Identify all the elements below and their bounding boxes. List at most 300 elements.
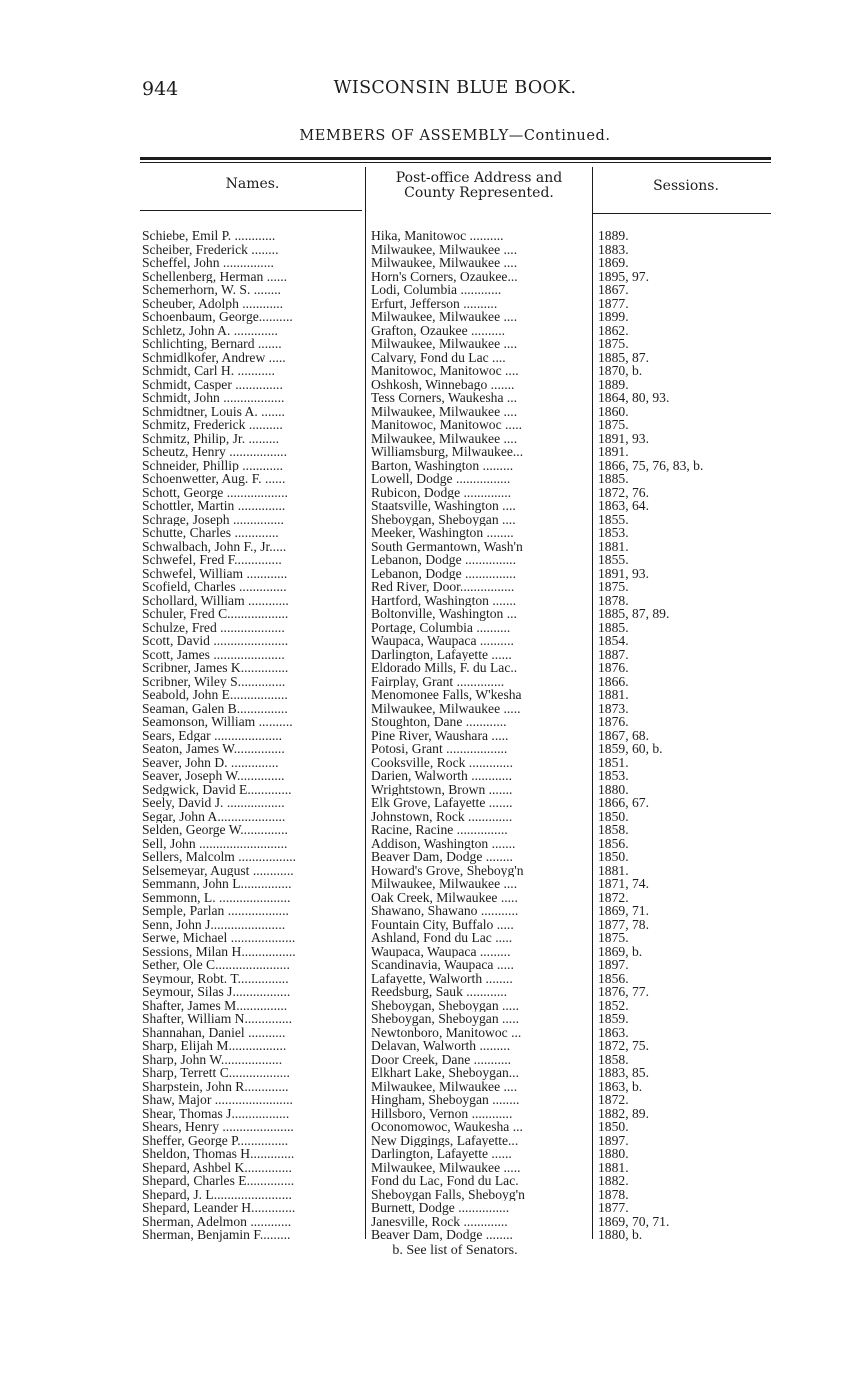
table-row xyxy=(0,1188,859,1202)
post-office-address: Darien, Walworth ............ xyxy=(371,769,512,783)
member-name: Scott, David ...................... xyxy=(142,634,289,648)
post-office-address: Rubicon, Dodge .............. xyxy=(371,485,512,500)
table-row xyxy=(0,823,859,837)
post-office-address: Shawano, Shawano ........... xyxy=(371,904,519,918)
sessions-value: 1881. xyxy=(598,1160,629,1175)
table-row xyxy=(0,648,859,662)
member-name: Semmonn, L. ..................... xyxy=(142,890,291,905)
post-office-address: Howard's Grove, Sheboyg'n xyxy=(371,863,524,878)
member-name: Scheuber, Adolph ............ xyxy=(142,296,284,311)
post-office-address: Milwaukee, Milwaukee .... xyxy=(371,337,518,351)
post-office-address: Red River, Door................ xyxy=(371,580,515,594)
sessions-value: 1885, 87, 89. xyxy=(598,607,670,621)
post-office-address: Eldorado Mills, F. du Lac.. xyxy=(371,661,518,675)
member-name: Schmidtner, Louis A. ....... xyxy=(142,404,285,419)
post-office-address: Racine, Racine ............... xyxy=(371,823,508,837)
post-office-address: Wrightstown, Brown ....... xyxy=(371,782,513,797)
table-row xyxy=(0,445,859,459)
member-name: Sherman, Benjamin F......... xyxy=(142,1228,291,1242)
post-office-address: Beaver Dam, Dodge ........ xyxy=(371,1228,513,1242)
post-office-address: Sheboygan Falls, Sheboyg'n xyxy=(371,1187,525,1202)
table-row xyxy=(0,378,859,392)
sessions-value: 1872. xyxy=(598,890,629,905)
sessions-value: 1869, 71. xyxy=(598,904,649,918)
sessions-value: 1876. xyxy=(598,715,629,729)
sessions-value: 1854. xyxy=(598,634,629,648)
post-office-address: Hingham, Sheboygan ........ xyxy=(371,1093,520,1107)
member-name: Schoenbaum, George.......... xyxy=(142,310,293,324)
sessions-value: 1891, 93. xyxy=(598,566,649,581)
sessions-value: 1850. xyxy=(598,1120,629,1134)
table-row xyxy=(0,729,859,743)
sessions-value: 1887. xyxy=(598,647,629,662)
table-row xyxy=(0,796,859,810)
sessions-header-underline xyxy=(593,213,771,214)
sessions-value: 1862. xyxy=(598,323,629,338)
post-office-address: Calvary, Fond du Lac .... xyxy=(371,350,506,365)
post-office-address: Williamsburg, Milwaukee... xyxy=(371,445,524,459)
post-office-address: Janesville, Rock ............. xyxy=(371,1214,508,1229)
table-row xyxy=(0,432,859,446)
sessions-value: 1878. xyxy=(598,593,629,608)
sessions-value: 1859. xyxy=(598,1012,629,1026)
member-name: Scribner, James K.............. xyxy=(142,661,289,675)
sessions-value: 1869, 70, 71. xyxy=(598,1214,670,1229)
member-name: Sessions, Milan H................ xyxy=(142,944,296,959)
sessions-value: 1881. xyxy=(598,688,629,702)
post-office-address: Manitowoc, Manitowoc .... xyxy=(371,364,519,378)
member-name: Shepard, Charles E.............. xyxy=(142,1174,295,1188)
member-name: Scofield, Charles .............. xyxy=(142,580,287,594)
table-row xyxy=(0,391,859,405)
sessions-value: 1855. xyxy=(598,512,629,527)
member-name: Sharpstein, John R............. xyxy=(142,1079,289,1094)
post-office-address: Sheboygan, Sheboygan ..... xyxy=(371,1012,520,1026)
member-name: Scott, James ..................... xyxy=(142,647,285,662)
post-office-address: Milwaukee, Milwaukee .... xyxy=(371,404,518,419)
sessions-value: 1866, 75, 76, 83, b. xyxy=(598,458,704,473)
post-office-address: Pine River, Waushara ..... xyxy=(371,728,509,743)
member-name: Seaver, John D. .............. xyxy=(142,755,279,770)
member-name: Seaman, Galen B............... xyxy=(142,701,288,716)
sessions-value: 1866, 67. xyxy=(598,796,649,810)
table-row xyxy=(0,486,859,500)
table-row xyxy=(0,418,859,432)
table-row xyxy=(0,891,859,905)
sessions-value: 1858. xyxy=(598,823,629,837)
table-row xyxy=(0,499,859,513)
table-row xyxy=(0,756,859,770)
page-header xyxy=(140,78,770,108)
table-row xyxy=(0,229,859,243)
sessions-value: 1891. xyxy=(598,445,629,459)
sessions-value: 1891, 93. xyxy=(598,431,649,446)
post-office-address: Meeker, Washington ........ xyxy=(371,526,514,540)
post-office-address: Milwaukee, Milwaukee .... xyxy=(371,310,518,324)
member-name: Schulze, Fred ................... xyxy=(142,620,285,635)
table-row xyxy=(0,513,859,527)
table-row xyxy=(0,661,859,675)
table-row xyxy=(0,1201,859,1215)
sessions-value: 1864, 80, 93. xyxy=(598,391,670,405)
sessions-value: 1889. xyxy=(598,229,629,243)
member-name: Selden, George W.............. xyxy=(142,823,288,837)
table-row xyxy=(0,864,859,878)
member-name: Scribner, Wiley S.............. xyxy=(142,674,286,689)
running-title: WISCONSIN BLUE BOOK. xyxy=(333,78,577,98)
table-row xyxy=(0,810,859,824)
post-office-address: Oconomowoc, Waukesha ... xyxy=(371,1120,523,1134)
post-office-address: Lebanon, Dodge ............... xyxy=(371,553,516,567)
table-row xyxy=(0,837,859,851)
post-office-address: Erfurt, Jefferson .......... xyxy=(371,296,498,311)
member-name: Shepard, J. L....................... xyxy=(142,1187,292,1202)
member-name: Sharp, Elijah M................. xyxy=(142,1039,287,1053)
sessions-value: 1851. xyxy=(598,755,629,770)
sessions-value: 1875. xyxy=(598,418,629,432)
member-name: Schmidlkofer, Andrew ..... xyxy=(142,350,286,365)
post-office-address: Milwaukee, Milwaukee .... xyxy=(371,256,518,270)
post-office-address: New Diggings, Lafayette... xyxy=(371,1133,519,1148)
member-name: Shafter, James M............... xyxy=(142,998,288,1013)
member-name: Shepard, Leander H............. xyxy=(142,1201,296,1215)
section-subtitle: MEMBERS OF ASSEMBLY—Continued. xyxy=(299,128,611,144)
table-row xyxy=(0,1107,859,1121)
sessions-value: 1863, 64. xyxy=(598,499,649,513)
post-office-address: South Germantown, Wash'n xyxy=(371,539,523,554)
post-office-address: Fond du Lac, Fond du Lac. xyxy=(371,1174,519,1188)
post-office-address: Manitowoc, Manitowoc ..... xyxy=(371,418,523,432)
member-name: Shepard, Ashbel K.............. xyxy=(142,1160,292,1175)
member-name: Senn, John J...................... xyxy=(142,917,286,932)
sessions-value: 1853. xyxy=(598,526,629,540)
table-row xyxy=(0,1174,859,1188)
post-office-address: Reedsburg, Sauk ............ xyxy=(371,985,508,999)
post-office-address: Barton, Washington ......... xyxy=(371,458,514,473)
sessions-value: 1860. xyxy=(598,404,629,419)
member-name: Schmitz, Frederick .......... xyxy=(142,418,283,432)
member-name: Sedgwick, David E............. xyxy=(142,782,292,797)
post-office-address: Boltonville, Washington ... xyxy=(371,607,517,621)
sessions-value: 1872. xyxy=(598,1093,629,1107)
table-row xyxy=(0,580,859,594)
table-row xyxy=(0,904,859,918)
table-row xyxy=(0,999,859,1013)
post-office-address: Hika, Manitowoc .......... xyxy=(371,229,504,243)
column-header-sessions: Sessions. xyxy=(653,178,719,194)
table-row xyxy=(0,945,859,959)
table-row xyxy=(0,567,859,581)
top-rule-thick xyxy=(140,157,771,160)
member-name: Schwefel, Fred F.............. xyxy=(142,553,282,567)
member-name: Sherman, Adelmon ............ xyxy=(142,1214,292,1229)
post-office-address: Elkhart Lake, Sheboygan... xyxy=(371,1066,519,1080)
table-row xyxy=(0,526,859,540)
post-office-address: Milwaukee, Milwaukee ..... xyxy=(371,1160,521,1175)
post-office-address: Newtonboro, Manitowoc ... xyxy=(371,1025,522,1040)
member-name: Schwalbach, John F., Jr..... xyxy=(142,539,287,554)
table-row xyxy=(0,1120,859,1134)
sessions-value: 1875. xyxy=(598,337,629,351)
member-name: Sears, Edgar .................... xyxy=(142,728,283,743)
post-office-address: Waupaca, Waupaca ......... xyxy=(371,944,511,959)
member-name: Selsemeyar, August ............ xyxy=(142,863,294,878)
post-office-address: Horn's Corners, Ozaukee... xyxy=(371,269,518,284)
member-name: Serwe, Michael ................... xyxy=(142,931,296,945)
member-name: Sheffer, George P............... xyxy=(142,1133,289,1148)
sessions-value: 1877. xyxy=(598,1201,629,1215)
member-name: Seamonson, William .......... xyxy=(142,715,293,729)
table-row xyxy=(0,243,859,257)
member-name: Schmidt, Casper .............. xyxy=(142,377,283,392)
member-name: Seaton, James W............... xyxy=(142,742,285,756)
sessions-value: 1853. xyxy=(598,769,629,783)
sessions-value: 1897. xyxy=(598,1133,629,1148)
member-name: Seely, David J. ................. xyxy=(142,796,285,810)
table-row xyxy=(0,256,859,270)
sessions-value: 1870, b. xyxy=(598,364,643,378)
sessions-value: 1877, 78. xyxy=(598,917,649,932)
sessions-value: 1852. xyxy=(598,998,629,1013)
sessions-value: 1885, 87. xyxy=(598,350,649,365)
sessions-value: 1863. xyxy=(598,1025,629,1040)
sessions-value: 1873. xyxy=(598,701,629,716)
sessions-value: 1885. xyxy=(598,620,629,635)
sessions-value: 1863, b. xyxy=(598,1079,643,1094)
member-name: Schiebe, Emil P. ............ xyxy=(142,229,276,243)
member-name: Schemerhorn, W. S. ........ xyxy=(142,283,281,297)
member-name: Schellenberg, Herman ...... xyxy=(142,269,288,284)
member-name: Sell, John .......................... xyxy=(142,836,288,851)
table-row xyxy=(0,337,859,351)
member-name: Seaver, Joseph W.............. xyxy=(142,769,285,783)
post-office-address: Fairplay, Grant .............. xyxy=(371,674,505,689)
table-row xyxy=(0,769,859,783)
post-office-address: Johnstown, Rock ............. xyxy=(371,809,513,824)
post-office-address: Tess Corners, Waukesha ... xyxy=(371,391,518,405)
member-name: Shear, Thomas J................. xyxy=(142,1106,290,1121)
member-name: Schletz, John A. ............. xyxy=(142,323,278,338)
sessions-value: 1876, 77. xyxy=(598,985,649,999)
member-name: Segar, John A.................... xyxy=(142,809,286,824)
sessions-value: 1850. xyxy=(598,850,629,864)
table-row xyxy=(0,324,859,338)
member-name: Schott, George .................. xyxy=(142,485,288,500)
member-name: Schmitz, Philip, Jr. ......... xyxy=(142,431,280,446)
post-office-address: Darlington, Lafayette ...... xyxy=(371,647,512,662)
sessions-value: 1867. xyxy=(598,283,629,297)
post-office-address: Stoughton, Dane ............ xyxy=(371,715,507,729)
sessions-value: 1872, 76. xyxy=(598,485,649,500)
table-row xyxy=(0,1228,859,1242)
post-office-address: Grafton, Ozaukee .......... xyxy=(371,323,505,338)
post-office-address: Fountain City, Buffalo ..... xyxy=(371,917,514,932)
sessions-value: 1883, 85. xyxy=(598,1066,649,1080)
sessions-value: 1883. xyxy=(598,242,629,257)
table-row xyxy=(0,310,859,324)
sessions-value: 1880. xyxy=(598,1147,629,1161)
sessions-value: 1872, 75. xyxy=(598,1039,649,1053)
sessions-value: 1856. xyxy=(598,836,629,851)
sessions-value: 1882, 89. xyxy=(598,1106,649,1121)
table-row xyxy=(0,405,859,419)
member-name: Schoenwetter, Aug. F. ...... xyxy=(142,472,286,486)
sessions-value: 1850. xyxy=(598,809,629,824)
table-row xyxy=(0,702,859,716)
page-number: 944 xyxy=(142,78,179,100)
post-office-address: Menomonee Falls, W'kesha xyxy=(371,688,522,702)
post-office-address: Potosi, Grant .................. xyxy=(371,742,508,756)
sessions-value: 1877. xyxy=(598,296,629,311)
member-name: Semmann, John L............... xyxy=(142,877,292,891)
sessions-value: 1859, 60, b. xyxy=(598,742,663,756)
post-office-address: Sheboygan, Sheboygan .... xyxy=(371,512,516,527)
top-rule-thin xyxy=(140,162,771,163)
member-name: Scheutz, Henry ................. xyxy=(142,445,287,459)
sessions-value: 1885. xyxy=(598,472,629,486)
member-name: Shears, Henry ..................... xyxy=(142,1120,294,1134)
post-office-address: Waupaca, Waupaca .......... xyxy=(371,634,514,648)
post-office-address: Scandinavia, Waupaca ..... xyxy=(371,958,514,972)
table-row xyxy=(0,1012,859,1026)
sessions-value: 1880. xyxy=(598,782,629,797)
member-name: Shafter, William N.............. xyxy=(142,1012,293,1026)
sessions-value: 1869, b. xyxy=(598,944,643,959)
post-office-address: Milwaukee, Milwaukee .... xyxy=(371,242,518,257)
sessions-value: 1878. xyxy=(598,1187,629,1202)
post-office-address: Darlington, Lafayette ...... xyxy=(371,1147,512,1161)
sessions-value: 1871, 74. xyxy=(598,877,649,891)
post-office-address: Lafayette, Walworth ........ xyxy=(371,971,513,986)
member-name: Semple, Parlan .................. xyxy=(142,904,289,918)
post-office-address: Door Creek, Dane ........... xyxy=(371,1052,512,1067)
sessions-value: 1875. xyxy=(598,931,629,945)
table-row xyxy=(0,351,859,365)
table-row xyxy=(0,1093,859,1107)
sessions-value: 1858. xyxy=(598,1052,629,1067)
post-office-address: Milwaukee, Milwaukee .... xyxy=(371,431,518,446)
member-name: Sharp, Terrett C.................. xyxy=(142,1066,290,1080)
member-name: Sellers, Malcolm ................. xyxy=(142,850,297,864)
table-row xyxy=(0,783,859,797)
table-row xyxy=(0,364,859,378)
member-name: Schuler, Fred C.................. xyxy=(142,607,289,621)
post-office-address: Lodi, Columbia ............ xyxy=(371,283,502,297)
member-name: Schmidt, Carl H. ........... xyxy=(142,364,275,378)
member-name: Scheiber, Frederick ........ xyxy=(142,242,279,257)
post-office-address: Hartford, Washington ....... xyxy=(371,593,517,608)
post-office-address: Cooksville, Rock ............. xyxy=(371,755,513,770)
sessions-value: 1866. xyxy=(598,674,629,689)
table-row xyxy=(0,1161,859,1175)
table-row xyxy=(0,459,859,473)
post-office-address: Sheboygan, Sheboygan ..... xyxy=(371,998,520,1013)
member-name: Scheffel, John ............... xyxy=(142,256,274,270)
post-office-address: Milwaukee, Milwaukee ..... xyxy=(371,701,521,716)
table-row xyxy=(0,297,859,311)
names-header-underline xyxy=(140,210,362,211)
table-row xyxy=(0,634,859,648)
member-name: Schollard, William ............ xyxy=(142,593,289,608)
member-name: Schmidt, John .................. xyxy=(142,391,285,405)
table-row xyxy=(0,1080,859,1094)
member-name: Shaw, Major ....................... xyxy=(142,1093,293,1107)
sessions-value: 1869. xyxy=(598,256,629,270)
column-header-names: Names. xyxy=(225,176,280,192)
table-row xyxy=(0,715,859,729)
post-office-address: Staatsville, Washington .... xyxy=(371,499,516,513)
footnote: b. See list of Senators. xyxy=(392,1243,518,1258)
post-office-address: Milwaukee, Milwaukee .... xyxy=(371,1079,518,1094)
sessions-value: 1875. xyxy=(598,580,629,594)
table-row xyxy=(0,1215,859,1229)
sessions-value: 1889. xyxy=(598,377,629,392)
sessions-value: 1881. xyxy=(598,863,629,878)
post-office-address: Milwaukee, Milwaukee .... xyxy=(371,877,518,891)
table-row xyxy=(0,1134,859,1148)
table-row xyxy=(0,1147,859,1161)
sessions-value: 1881. xyxy=(598,539,629,554)
post-office-address: Delavan, Walworth ......... xyxy=(371,1039,511,1053)
sessions-value: 1895, 97. xyxy=(598,269,649,284)
post-office-address: Lebanon, Dodge ............... xyxy=(371,566,516,581)
post-office-address: Ashland, Fond du Lac ..... xyxy=(371,931,513,945)
table-row xyxy=(0,675,859,689)
member-name: Seabold, John E................. xyxy=(142,688,288,702)
table-row xyxy=(0,688,859,702)
member-name: Schneider, Phillip ............ xyxy=(142,458,284,473)
table-row xyxy=(0,621,859,635)
sessions-value: 1899. xyxy=(598,310,629,324)
member-name: Seymour, Robt. T............... xyxy=(142,971,289,986)
member-name: Sether, Ole C...................... xyxy=(142,958,290,972)
sessions-value: 1880, b. xyxy=(598,1228,643,1242)
table-row xyxy=(0,607,859,621)
member-name: Schutte, Charles ............. xyxy=(142,526,279,540)
table-row xyxy=(0,1026,859,1040)
table-row xyxy=(0,958,859,972)
table-row xyxy=(0,877,859,891)
member-name: Schlichting, Bernard ....... xyxy=(142,337,282,351)
member-name: Sheldon, Thomas H............. xyxy=(142,1147,295,1161)
member-name: Schwefel, William ............ xyxy=(142,566,288,581)
table-row xyxy=(0,472,859,486)
member-name: Schrage, Joseph ............... xyxy=(142,512,284,527)
table-row xyxy=(0,283,859,297)
post-office-address: Portage, Columbia .......... xyxy=(371,620,511,635)
post-office-address: Burnett, Dodge ............... xyxy=(371,1201,510,1215)
table-row xyxy=(0,931,859,945)
table-row xyxy=(0,742,859,756)
sessions-value: 1876. xyxy=(598,661,629,675)
member-name: Sharp, John W.................. xyxy=(142,1052,283,1067)
table-row xyxy=(0,850,859,864)
post-office-address: Oak Creek, Milwaukee ..... xyxy=(371,890,518,905)
table-row xyxy=(0,972,859,986)
member-name: Shannahan, Daniel ........... xyxy=(142,1025,286,1040)
members-table xyxy=(0,229,859,1242)
post-office-address: Addison, Washington ....... xyxy=(371,836,516,851)
table-row xyxy=(0,1053,859,1067)
sessions-value: 1856. xyxy=(598,971,629,986)
column-header-post-office: Post-office Address and County Represented. xyxy=(395,170,563,201)
sessions-value: 1897. xyxy=(598,958,629,972)
table-row xyxy=(0,1039,859,1053)
post-office-address: Hillsboro, Vernon ............ xyxy=(371,1106,513,1121)
table-row xyxy=(0,553,859,567)
table-row xyxy=(0,1066,859,1080)
table-row xyxy=(0,985,859,999)
